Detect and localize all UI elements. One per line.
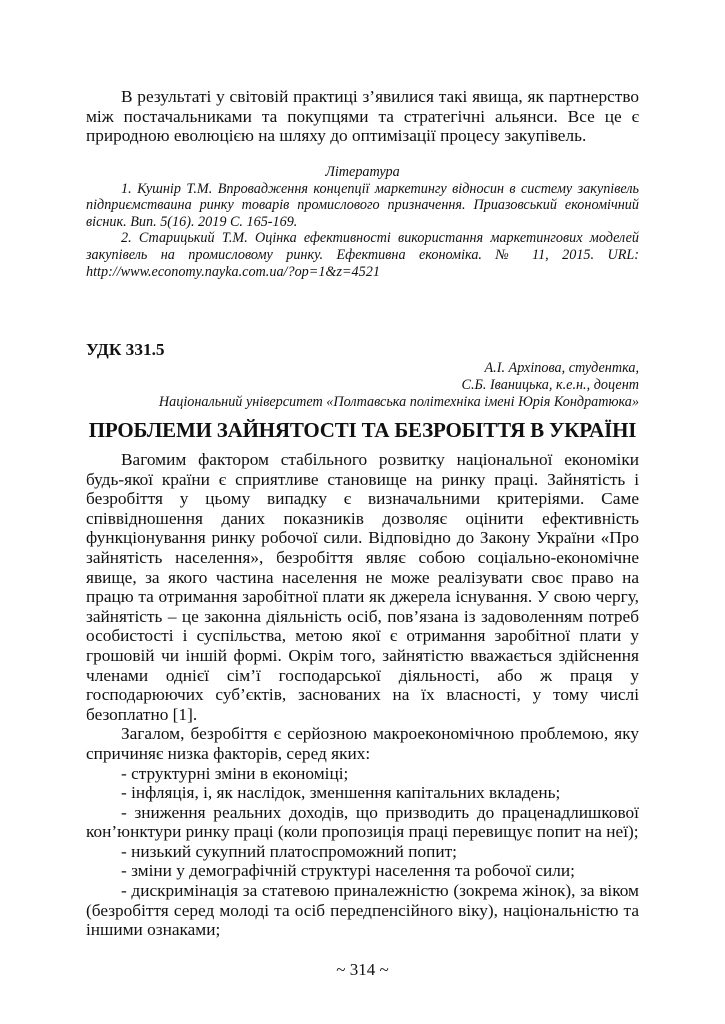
- reference-item: 1. Кушнір Т.М. Впровадження концепції маркетингу відносин в систему закупівель підприємстваина ринку товарів промислового призначення. Приазовський економічний вісник. Вип. 5(16). 2019 С. 165-169.: [86, 180, 639, 230]
- author-line: А.І. Архіпова, студентка,: [484, 360, 639, 376]
- literature-title: Література: [325, 164, 400, 180]
- article-title: ПРОБЛЕМИ ЗАЙНЯТОСТІ ТА БЕЗРОБІТТЯ В УКРАЇНІ: [88, 418, 637, 442]
- article-body: [86, 450, 639, 940]
- reference-item: 2. Старицький Т.М. Оцінка ефективності використання маркетингових моделей закупівель на промисловому ринку. Ефективна економіка. № 11, 2015. URL: http://www.economy.nayka.com.ua/?op=1&z=4521: [86, 230, 639, 280]
- article-title-block: [86, 418, 639, 442]
- body-paragraph: Загалом, безробіття є серйозною макроекономічною проблемою, яку спричиняє низка факторів, серед яких:: [86, 724, 639, 763]
- page-number: ~ 314 ~: [336, 960, 389, 979]
- factor-list-item: - інфляція, і, як наслідок, зменшення капітальних вкладень;: [121, 783, 561, 803]
- factor-list-item: - зміни у демографічній структурі населення та робочої сили;: [121, 861, 575, 881]
- factor-list-item: - зниження реальних доходів, що призводить до праценадлишкової кон’юнктури ринку праці (коли пропозиція праці перевищує попит на неї);: [86, 802, 639, 842]
- body-paragraph: Вагомим фактором стабільного розвитку національної економіки будь-якої країни є сприятливе становище на ринку праці. Зайнятість і безробіття у цьому випадку є визначальними критеріями. Саме співвідношення даних показників дозволяє оцінити ефективність функціонування ринку робочої сили. Відповідно до Закону України «Про зайнятість населення», безробіття являє собою соціально-економічне явище, за якого частина населення не може реалізувати своє право на працю та отримання заробітної плати як джерела існування. У свою чергу, зайнятість – це законна діяльність осіб, пов’язана із задоволенням потреб особистості і суспільства, метою якої є отримання заробітної плати у грошовій чи іншій формі. Окрім того, зайнятістю вважається здійснення членами однієї сім’ї господарської діяльності, або ж праця у господарюючих суб’єктів, заснованих на їх власності, у тому числі безоплатно [1].: [86, 450, 639, 724]
- author-line: С.Б. Іваницька, к.е.н., доцент: [461, 377, 639, 394]
- intro-paragraph: В результаті у світовій практиці з’явилися такі явища, як партнерство між постачальниками та покупцями та стратегічні альянси. Все це є природною еволюцією на шляху до оптимізації процесу закупівель.: [86, 87, 639, 146]
- factor-list-item: - структурні зміни в економіці;: [121, 763, 349, 783]
- factor-list-item: - дискримінація за статевою приналежністю (зокрема жінок), за віком (безробіття серед молоді та осіб передпенсійного віку), національністю та іншими ознаками;: [86, 881, 639, 940]
- udk-code: УДК 331.5: [86, 340, 165, 359]
- literature-section: [86, 164, 639, 280]
- factor-list-item: - низький сукупний платоспроможний попит;: [121, 841, 457, 861]
- article-header: [86, 340, 639, 412]
- affiliation: Національний університет «Полтавська політехніка імені Юрія Кондратюка»: [158, 394, 639, 411]
- intro-section: [86, 87, 639, 146]
